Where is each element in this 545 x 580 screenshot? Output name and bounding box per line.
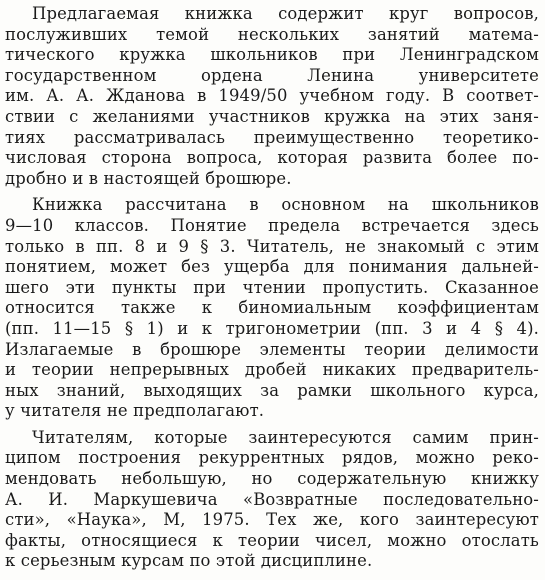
text-line: ствии с желаниями участников кружка на этих заня- — [5, 106, 539, 126]
text-line: 9—10 классов. Понятие предела встречается здесь — [5, 215, 539, 235]
paragraph-1 — [5, 4, 539, 189]
text-line: А. И. Маркушевича «Возвратные последовательно- — [5, 489, 539, 509]
paragraph-2 — [5, 195, 539, 422]
text-line: ных знаний, выходящих за рамки школьного курса, — [5, 380, 539, 400]
text-line: Предлагаемая книжка содержит круг вопросов, — [32, 4, 539, 23]
text-line: числовая сторона вопроса, которая развита более по- — [5, 148, 539, 168]
text-line: только в пп. 8 и 9 § 3. Читатель, не знакомый с этим — [5, 236, 539, 256]
text-line: относится также к биномиальным коэффициентам — [5, 298, 539, 318]
text-line: (пп. 11—15 § 1) и к тригонометрии (пп. 3 и 4 § 4). — [5, 318, 539, 338]
text-line: ципом построения рекуррентных рядов, можно реко- — [5, 448, 539, 468]
text-line: Читателям, которые заинтересуются самим прин- — [32, 427, 539, 447]
text-line: факты, относящиеся к теории чисел, можно отослать — [5, 530, 539, 550]
text-line: мендовать небольшую, но содержательную книжку — [5, 469, 539, 489]
paragraph-3 — [5, 428, 539, 572]
text-line: дробно и в настоящей брошюре. — [5, 168, 292, 188]
text-line: Излагаемые в брошюре элементы теории делимости — [5, 339, 539, 359]
text-line: послуживших темой нескольких занятий матема- — [5, 24, 539, 44]
text-line: государственном ордена Ленина университете — [5, 65, 539, 85]
text-line: у читателя не предполагают. — [5, 401, 265, 421]
text-line: к серьезным курсам по этой дисциплине. — [5, 551, 373, 571]
text-line: им. А. А. Жданова в 1949/50 учебном году. В соответ- — [5, 86, 539, 106]
text-line: тического кружка школьников при Ленинградском — [5, 45, 539, 65]
text-line: сти», «Наука», М, 1975. Тех же, кого заинтересуют — [5, 510, 539, 530]
preface-text — [5, 4, 539, 572]
text-line: понятием, может без ущерба для понимания дальней- — [5, 257, 539, 277]
text-line: шего эти пункты при чтении пропустить. Сказанное — [5, 277, 539, 297]
text-line: тиях рассматривалась преимущественно теоретико- — [5, 127, 539, 147]
text-line: и теории непрерывных дробей никаких предваритель- — [5, 360, 539, 380]
text-line: Книжка рассчитана в основном на школьников — [32, 195, 539, 215]
